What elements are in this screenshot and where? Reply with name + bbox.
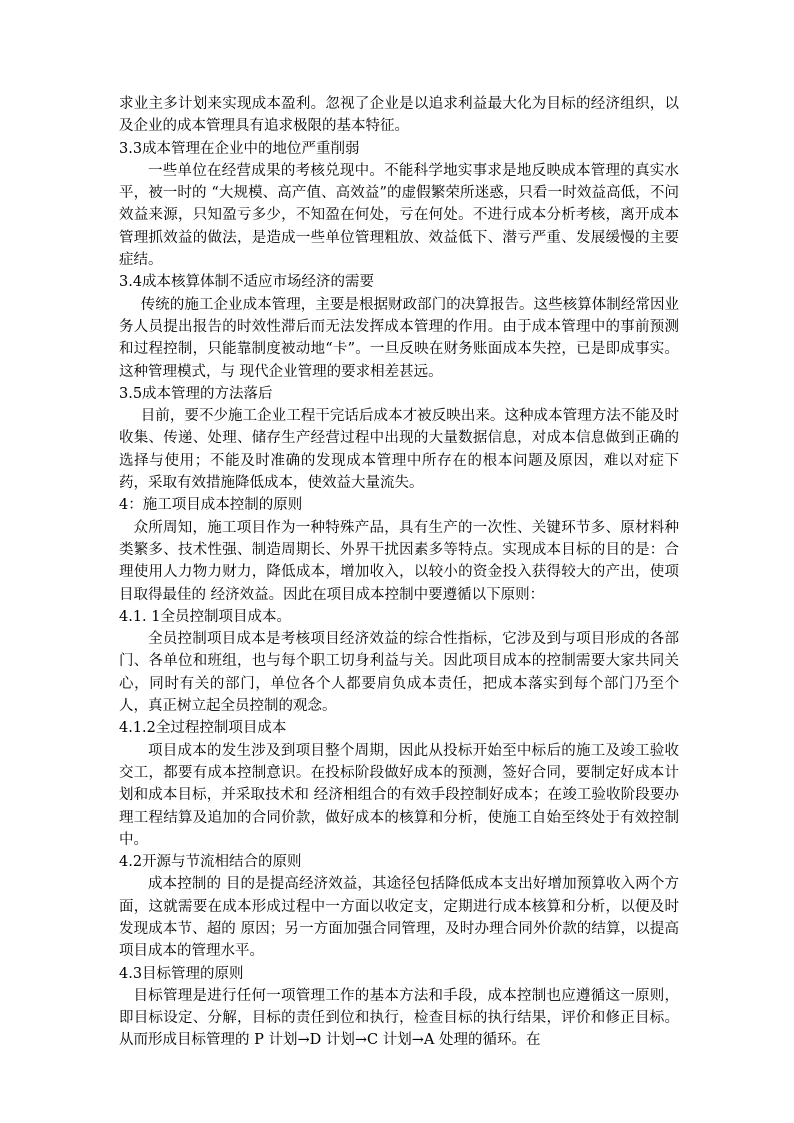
paragraph-3-5: 目前，要不少施工企业工程干完话后成本才被反映出来。这种成本管理方法不能及时收集、传递、处理、储存生产经营过程中出现的大量数据信息，对成本信息做到正确的选择与使用；不能及时准确的发现成本管理中所存在的根本问题及原因，难以对症下药，采取有效措施降低成本，使效益大量流失。 bbox=[119, 408, 679, 492]
paragraph-4-1-2: 项目成本的发生涉及到项目整个周期，因此从投标开始至中标后的施工及竣工验收交工，都要有成本控制意识。在投标阶段做好成本的预测，签好合同，要制定好成本计划和成本目标，并采取技术和 经济相组合的有效手段控制好成本；在竣工验收阶段要办理工程结算及追加的合同价款，做好成本的核算和分析，使施工自始至终处于有效控制中。 bbox=[119, 742, 679, 848]
section-heading-4-1-2: 4.1.2全过程控制项目成本 bbox=[119, 720, 287, 737]
section-heading-4: 4：施工项目成本控制的原则 bbox=[119, 497, 303, 514]
paragraph-4-3: 目标管理是进行任何一项管理工作的基本方法和手段，成本控制也应遵循这一原则，即目标设定、分解，目标的责任到位和执行，检查目标的执行结果，评价和修正目标。从而形成目标管理的 P 计划→D 计划→C 计划→A 处理的循环。在 bbox=[119, 987, 679, 1049]
paragraph-intro-continuation: 求业主多计划来实现成本盈利。忽视了企业是以追求利益最大化为目标的经济组织，以及企业的成本管理具有追求极限的基本特征。 bbox=[119, 96, 679, 135]
section-heading-4-1-1: 4.1. 1全员控制项目成本。 bbox=[119, 608, 292, 625]
paragraph-4: 众所周知，施工项目作为一种特殊产品，具有生产的一次性、关键环节多、原材料种类繁多、技术性强、制造周期长、外界干扰因素多等特点。实现成本目标的目的是：合理使用人力物力财力，降低成本，增加收入，以较小的资金投入获得较大的产出，使项目取得最佳的 经济效益。因此在项目成本控制中要遵循以下原则： bbox=[119, 519, 679, 603]
section-heading-3-4: 3.4成本核算体制不适应市场经济的需要 bbox=[119, 274, 375, 291]
paragraph-4-2: 成本控制的 目的是提高经济效益，其途径包括降低成本支出好增加预算收入两个方面，这就需要在成本形成过程中一方面以收定支，定期进行成本核算和分析，以便及时发现成本节、超的 原因；另一方面加强合同管理，及时办理合同外价款的结算，以提高项目成本的管理水平。 bbox=[119, 876, 679, 960]
section-heading-3-5: 3.5成本管理的方法落后 bbox=[119, 385, 273, 402]
section-heading-4-3: 4.3目标管理的原则 bbox=[119, 965, 244, 982]
section-heading-3-3: 3.3成本管理在企业中的地位严重削弱 bbox=[119, 140, 360, 157]
paragraph-3-3: 一些单位在经营成果的考核兑现中。不能科学地实事求是地反映成本管理的真实水平，被一时的 “大规模、高产值、高效益”的虚假繁荣所迷惑，只看一时效益高低，不问效益来源，只知盈亏多少，不知盈在何处，亏在何处。不进行成本分析考核，离开成本管理抓效益的做法，是造成一些单位管理粗放、效益低下、潜亏严重、发展缓慢的主要症结。 bbox=[119, 162, 679, 269]
paragraph-4-1-1: 全员控制项目成本是考核项目经济效益的综合性指标，它涉及到与项目形成的各部门、各单位和班组，也与每个职工切身利益与关。因此项目成本的控制需要大家共同关心，同时有关的部门，单位各个人都要肩负成本责任，把成本落实到每个部门乃至个人，真正树立起全员控制的观念。 bbox=[119, 631, 679, 715]
document-body bbox=[119, 93, 679, 1052]
section-heading-4-2: 4.2开源与节流相结合的原则 bbox=[119, 854, 302, 871]
paragraph-3-4: 传统的施工企业成本管理，主要是根据财政部门的决算报告。这些核算体制经常因业务人员提出报告的时效性滞后而无法发挥成本管理的作用。由于成本管理中的事前预测和过程控制，只能靠制度被动地“卡”。一旦反映在财务账面成本失控，已是即成事实。这种管理模式，与 现代企业管理的要求相差甚远。 bbox=[119, 296, 679, 380]
